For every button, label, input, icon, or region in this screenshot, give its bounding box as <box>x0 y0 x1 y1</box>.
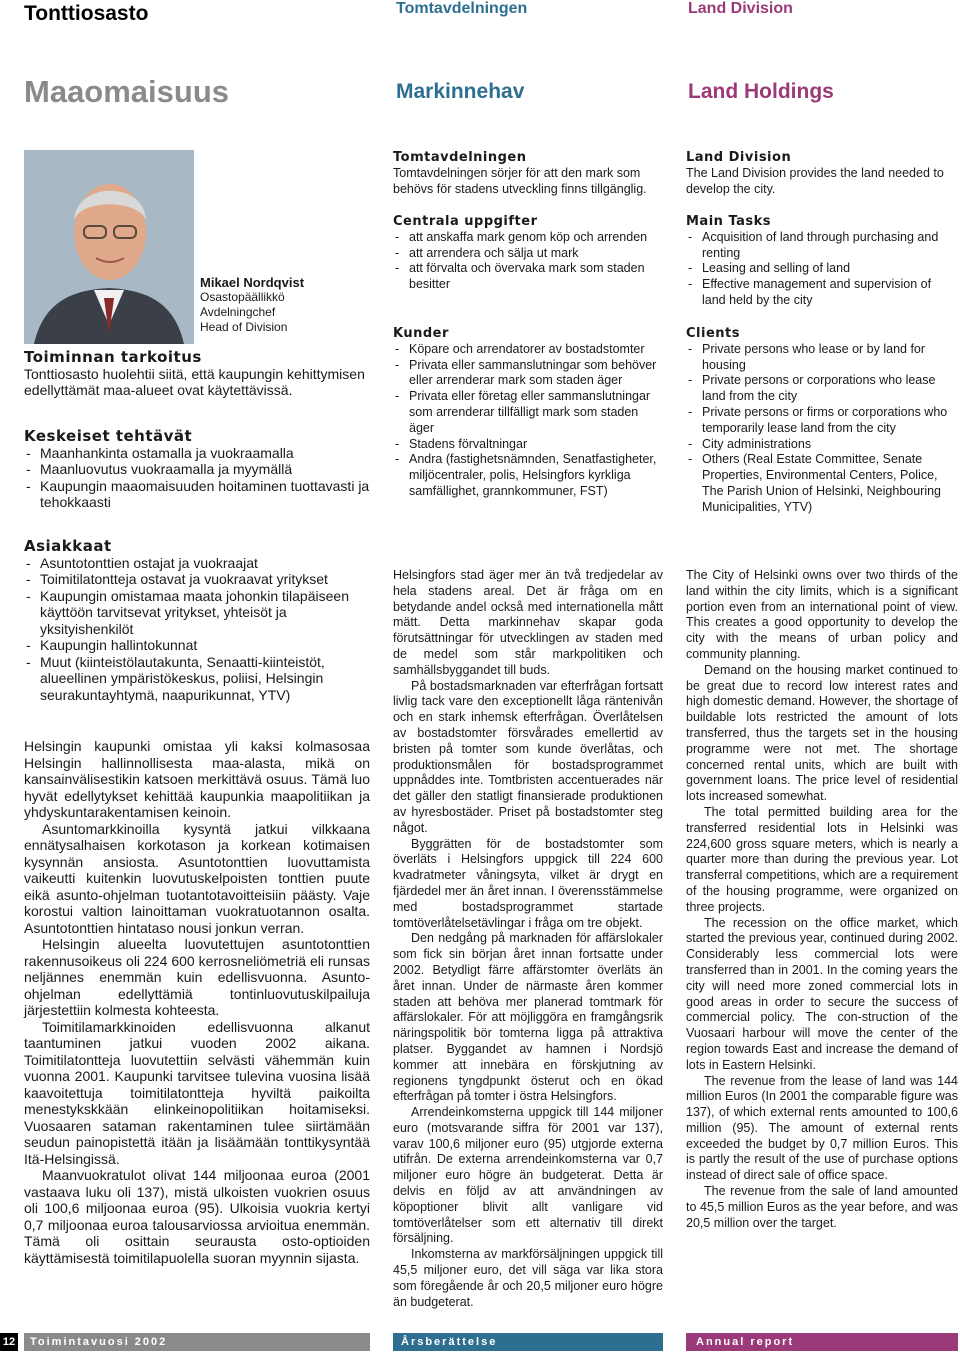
list-item: - att anskaffa mark genom köp och arrenden <box>393 230 663 246</box>
footer-sv: Årsberättelse <box>393 1333 663 1351</box>
fi-tasks-heading: Keskeiset tehtävät <box>24 427 193 445</box>
fi-paragraph: Helsingin kaupunki omistaa yli kaksi kolmasosaa Helsingin hallinnollisesta maa-alasta, mikä on kansainvälisestikin katsoen merkittävä osuus. Tämä luo hyvät edellytykset kehittää kaupunkia maapolitiikan ja yhdyskuntarakentamisen keinoin. <box>24 738 370 820</box>
sv-dept-text: Tomtavdelningen sörjer för att den mark som behövs för stadens utveckling finns tillgänglig. <box>393 165 647 196</box>
list-item: - Private persons who lease or by land for housing <box>686 342 958 374</box>
en-paragraph: The revenue from the sale of land amounted to 45,5 million Euros as the year before, and was 20,5 million over the target. <box>686 1184 958 1230</box>
sv-body <box>393 568 663 1310</box>
list-item: - Maanhankinta ostamalla ja vuokraamalla <box>24 445 370 462</box>
person-caption <box>200 275 370 335</box>
sv-dept <box>393 150 663 197</box>
list-item: - City administrations <box>686 437 958 453</box>
sv-clients-heading: Kunder <box>393 326 449 341</box>
portrait-illustration <box>24 150 194 344</box>
list-item: - att förvalta och övervaka mark som staden besitter <box>393 261 663 293</box>
fi-paragraph: Maanvuokratulot olivat 144 miljoonaa euroa (2001 vastaava luku oli 137), mistä ulkoisten vuokrien osuus oli 100,6 miljoonaa euroa (95). Ulkoisia vuokria kertyi 0,7 miljoonaa euroa talousarviossa arvioitua enemmän. Tämä oli osittain seurausta osto-optioiden käyttämisestä toimitilapuolella suoran myynnin sijasta. <box>24 1167 370 1266</box>
fi-purpose-text: Tonttiosasto huolehtii siitä, että kaupungin kehittymisen edellyttämät maa-alueet ovat käytettävissä. <box>24 365 365 398</box>
list-item: - Kaupungin hallintokunnat <box>24 637 370 654</box>
list-item: - Maanluovutus vuokraamalla ja myymällä <box>24 461 370 478</box>
person-title-en: Head of Division <box>200 320 288 334</box>
page-number: 12 <box>0 1333 18 1351</box>
fi-tasks-list <box>24 445 370 511</box>
list-item: - Others (Real Estate Committee, Senate Properties, Environmental Centers, Police, The Parish Union of Helsinki, Neighbouring Municipalities, YTV) <box>686 452 958 515</box>
list-item: - Private persons or firms or corporations who temporarily lease land from the city <box>686 405 958 437</box>
list-item: - Köpare och arrendatorer av bostadstomter <box>393 342 663 358</box>
list-item: - Andra (fastighetsnämnden, Senatfastigheter, miljöcentraler, polis, Helsingfors kyrkliga samfällighet, grannkommuner, FST) <box>393 452 663 499</box>
list-item: - Kaupungin maaomaisuuden hoitaminen tuottavasti ja tehokkaasti <box>24 478 370 511</box>
en-clients-list <box>686 342 958 516</box>
sv-paragraph: Helsingfors stad äger mer än två tredjedelar av hela stadens areal. Det är fråga om en betydande andel också med internationella mått mätt. Detta markinnehav skapar goda förutsättningar för utvecklingen av staden med de medel som står markpolitiken och samhällsbyggandet till buds. <box>393 568 663 677</box>
en-paragraph: The revenue from the lease of land was 144 million Euros (In 2001 the comparable figure was 137), of which external rents amounted to 100,6 million (95). The amount of external rents exceeded the budget by 0,7 million Euros. This is partly the result of the use of purchase options instead of direct sale of office space. <box>686 1073 958 1183</box>
sv-clients-list <box>393 342 663 500</box>
fi-clients-heading: Asiakkaat <box>24 537 112 555</box>
sv-tasks <box>393 214 663 293</box>
en-dept-text: The Land Division provides the land needed to develop the city. <box>686 165 944 196</box>
header-sv: Tomtavdelningen <box>396 0 528 17</box>
header-en: Land Division <box>688 0 793 17</box>
en-clients <box>686 326 958 516</box>
en-clients-heading: Clients <box>686 326 740 341</box>
person-title-fi: Osastopäällikkö <box>200 290 285 304</box>
en-body <box>686 568 958 1231</box>
en-paragraph: The recession on the office market, which started the previous year, continued during 2002. Considerably less commercial lots were transferred than in 2001. In the coming years the city will need more zoned commercial lots in good areas in order to secure the success of commercial policy. The con-struction of the Vuosaari harbour will move the center of the region towards East and increase the demand of lots in Eastern Helsinki. <box>686 915 958 1072</box>
title-en: Land Holdings <box>688 80 834 103</box>
list-item: - Asuntotonttien ostajat ja vuokraajat <box>24 555 370 572</box>
list-item: - Acquisition of land through purchasing and renting <box>686 230 958 262</box>
fi-clients-list <box>24 555 370 704</box>
list-item: - Effective management and supervision of land held by the city <box>686 277 958 309</box>
fi-tasks <box>24 428 370 511</box>
sv-clients <box>393 326 663 500</box>
list-item: - att arrendera och sälja ut mark <box>393 246 663 262</box>
en-tasks-list <box>686 230 958 309</box>
list-item: - Muut (kiinteistölautakunta, Senaatti-kiinteistöt, alueellinen ympäristökeskus, poliisi, Helsingin seurakuntayhtymä, naapurikunnat, YTV) <box>24 654 370 704</box>
portrait-photo <box>24 150 194 344</box>
en-tasks-heading: Main Tasks <box>686 214 772 229</box>
page-header <box>0 0 960 28</box>
sv-tasks-list <box>393 230 663 293</box>
en-paragraph: Demand on the housing market continued to be great due to record low interest rates and high domestic demand. However, the shortage of buildable lots restricted the amount of lots transferred, thus the targets set in the housing programme were not met. The shortage concerned rental units, which are built with government loans. The price level of residential lots increased somewhat. <box>686 662 958 804</box>
person-name: Mikael Nordqvist <box>200 275 305 290</box>
list-item: - Stadens förvaltningar <box>393 437 663 453</box>
fi-purpose <box>24 349 370 399</box>
sv-paragraph: På bostadsmarknaden var efterfrågan fortsatt livlig tack vare den exceptionellt låga räntenivån och en stark inhemsk efterfrågan. Överlåtelsen av bostadstomter försvårades emellertid av bristen på tomter som kunde överlåtas, och produktionsmålen för bostadsprogrammet uppnåddes inte. Tomtbristen accentuerades när det gäller den statligt finansierade produktionen av hyresbostäder. Priset på bostadstomter steg något. <box>393 678 663 835</box>
footer-en: Annual report <box>686 1333 958 1351</box>
header-fi: Tonttiosasto <box>24 2 149 25</box>
sv-paragraph: Den nedgång på marknaden för affärslokaler som fick sin början året innan fortsatte under 2002. Betydligt färre affärstomter överläts än året innan. Under de närmaste åren kommer staden att behöva mer planerad tomtmark för affärslokaler. För att möjliggöra en framgångsrik näringspolitik bör tomterna ligga på attraktiva platser. Byggandet av hamnen i Nordsjö kommer att innebära en förskjutning av regionens tyngdpunkt österut och en ökad efterfrågan på tomter i östra Helsingfors. <box>393 931 663 1104</box>
footer-fi: Toimintavuosi 2002 <box>24 1333 370 1351</box>
list-item: - Toimitilatontteja ostavat ja vuokraavat yritykset <box>24 571 370 588</box>
title-sv: Markinnehav <box>396 80 525 103</box>
list-item: - Privata eller sammanslutningar som behöver eller arrenderar mark som staden äger <box>393 358 663 390</box>
fi-body <box>24 738 370 1266</box>
list-item: - Kaupungin omistamaa maata johonkin tilapäiseen käyttöön tarvitsevat yritykset, yhteisöt ja yksityishenkilöt <box>24 588 370 638</box>
sv-paragraph: Byggrätten för de bostadstomter som överläts i Helsingfors uppgick till 224 600 kvadratmeter våningsyta, vilket är drygt en fjärdedel mer än året innan. I överensstämmelse med bostadsprogrammet startade tomtöverlåtelsetävlingar i fråga om tre objekt. <box>393 836 663 930</box>
en-dept-heading: Land Division <box>686 150 792 165</box>
en-paragraph: The City of Helsinki owns over two thirds of the land within the city limits, which is a significant portion even from an international point of view. This creates a good opportunity to develop the city with the means of urban policy and community planning. <box>686 568 958 661</box>
list-item: - Leasing and selling of land <box>686 261 958 277</box>
sv-dept-heading: Tomtavdelningen <box>393 150 527 165</box>
person-title-sv: Avdelningchef <box>200 305 276 319</box>
list-item: - Privata eller företag eller sammanslutningar som arrenderar tillfälligt mark som staden äger <box>393 389 663 436</box>
fi-paragraph: Asuntomarkkinoilla kysyntä jatkui vilkkaana ennätysalhaisen korkotason ja korkean kotimaisen kysynnän ansiosta. Asuntotonttien luovuttamista vaikeutti kuitenkin luovutuskelpoisten tonttien puute eikä asunto-ohjelman tuotantotavoitteisiin päästy. Vaje korostui valtion lainoittaman vuokratuotannon osalta. Asuntotonttien hintataso nousi jonkun verran. <box>24 820 370 936</box>
list-item: - Private persons or corporations who lease land from the city <box>686 373 958 405</box>
title-fi: Maaomaisuus <box>24 74 230 109</box>
en-dept <box>686 150 958 197</box>
fi-paragraph: Toimitilamarkkinoiden edellisvuonna alkanut taantuminen jatkui vuoden 2002 aikana. Toimitilatontteja luovutettiin selvästi vähemmän kuin vuonna 2001. Kaupunki tarvitsee tulevina vuosina lisää kaavoitettuja toimitilatontteja hyviltä paikoilta menestykskkään elinkeinopolitiikan hoitamiseksi. Vuosaaren sataman rakentaminen tulee siirtämään seudun painopistettä itään ja lisäämään tonttikysyntää Itä-Helsingissä. <box>24 1018 370 1167</box>
fi-purpose-heading: Toiminnan tarkoitus <box>24 348 202 366</box>
sv-tasks-heading: Centrala uppgifter <box>393 214 538 229</box>
sv-paragraph: Inkomsterna av markförsäljningen uppgick till 45,5 miljoner euro, det vill säga var lika stora som föregående år och 20,5 miljoner euro högre än budgeterat. <box>393 1247 663 1309</box>
fi-paragraph: Helsingin alueelta luovutettujen asuntotonttien rakennusoikeus oli 224 600 kerrosneliömetriä eli runsas neljännes enemmän kuin edellisvuonna. Asunto-ohjelman edellyttämiä tontinluovutuskilpailuja järjestettiin kolmesta kohteesta. <box>24 936 370 1018</box>
en-paragraph: The total permitted building area for the transferred residential lots in Helsinki was 224,600 gross square meters, which is nearly a quarter more than during the previous year. Lot transferral competitions, which are a requirement of the housing programme, were organized on three projects. <box>686 804 958 914</box>
sv-paragraph: Arrendeinkomsterna uppgick till 144 miljoner euro (motsvarande siffra för 2001 var 137), varav 100,6 miljoner euro (95) utgjorde externa utifrån. De externa arrendeinkomsterna var 0,7 miljoner euro högre än budgeterat. Detta är delvis en följd av att användningen av köpoptioner blivit allt vanligare vid tomtöverlåtelser som ett alternativ till direkt försäljning. <box>393 1105 663 1246</box>
fi-clients <box>24 538 370 703</box>
en-tasks <box>686 214 958 309</box>
